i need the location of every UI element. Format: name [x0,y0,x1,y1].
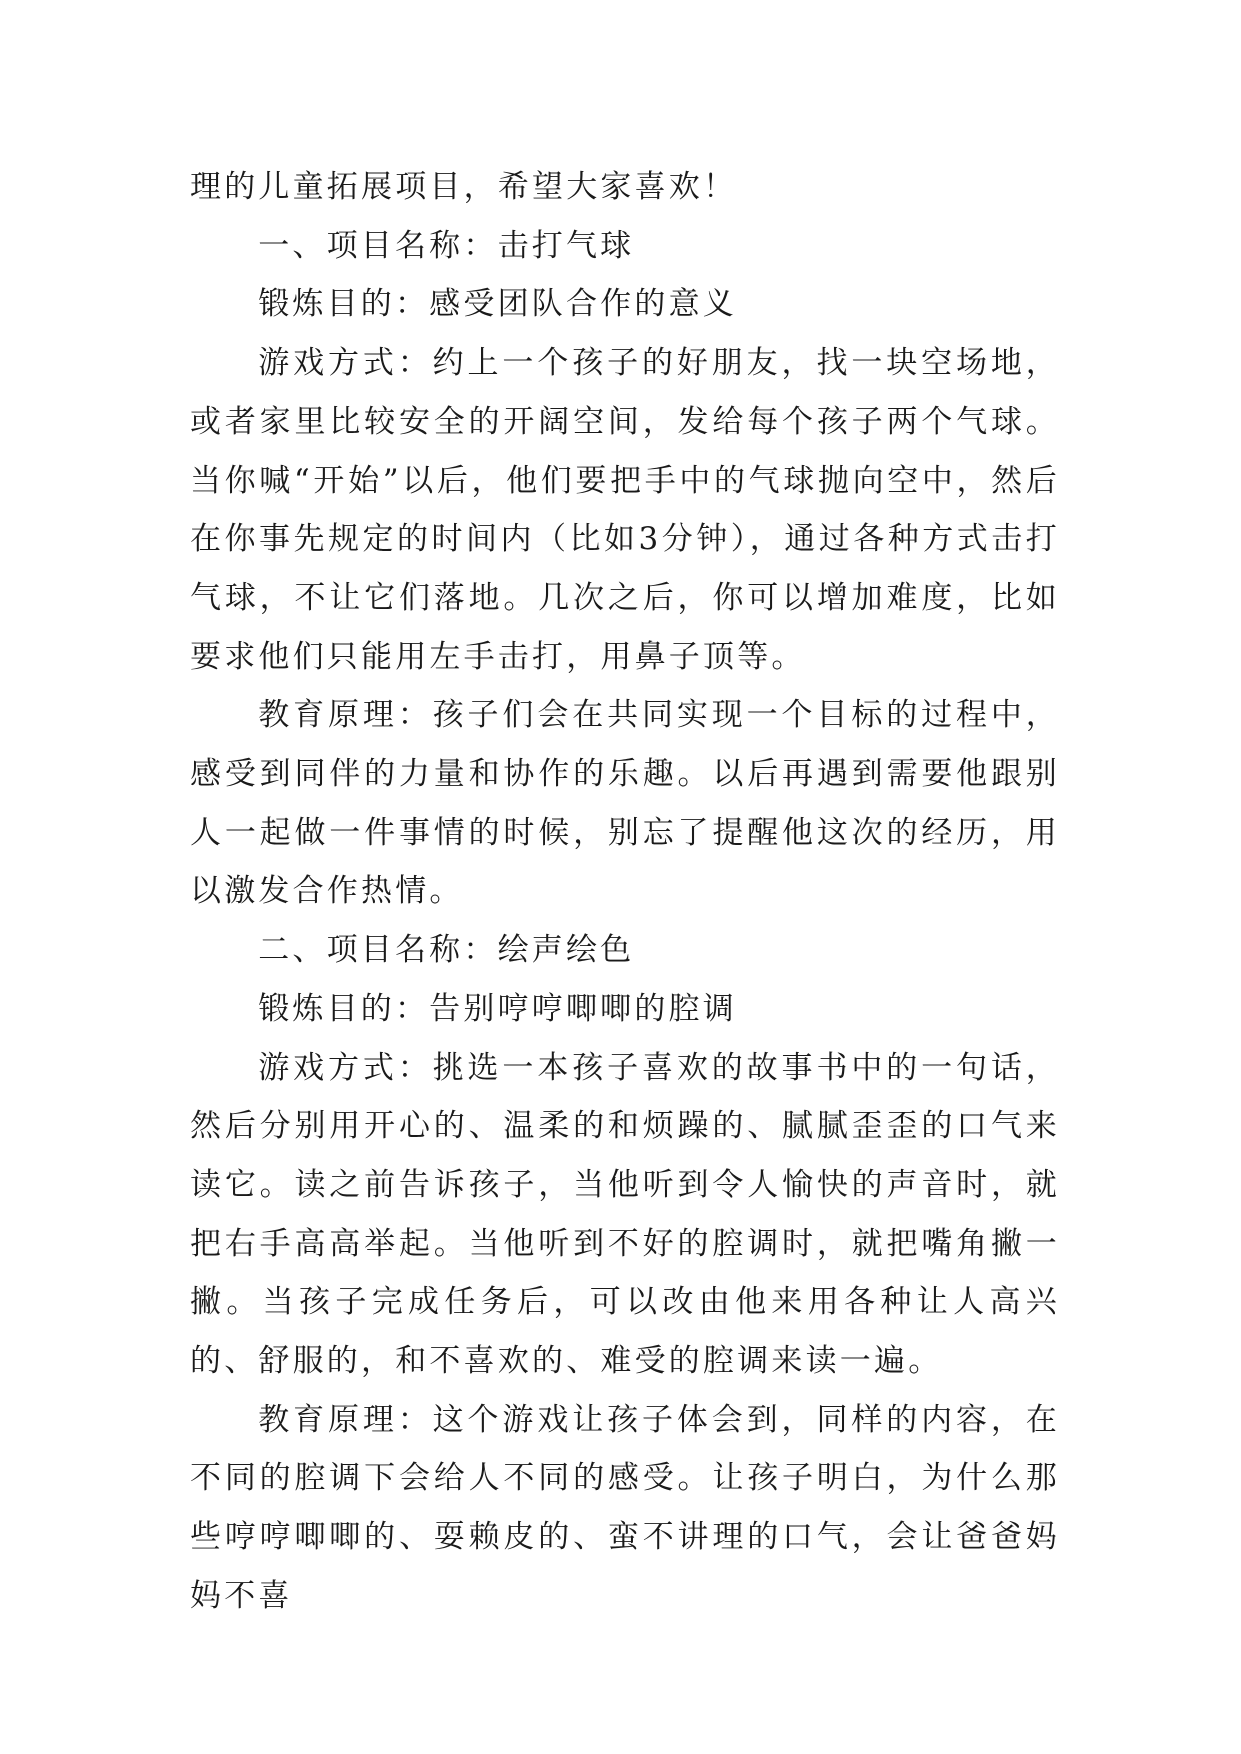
paragraph-purpose-2: 锻炼目的：告别哼哼唧唧的腔调 [258,990,737,1027]
paragraph-continuation: 理的儿童拓展项目，希望大家喜欢！ [190,169,738,205]
document-body [190,158,1060,1626]
paragraph-principle-1: 教育原理：孩子们会在共同实现一个目标的过程中，感受到同伴的力量和协作的乐趣。以后再遇到需要他跟别人一起做一件事情的时候，别忘了提醒他这次的经历，用以激发合作热情。 [190,697,1060,910]
paragraph-purpose-1: 锻炼目的：感受团队合作的意义 [258,286,737,323]
paragraph-method-1: 游戏方式：约上一个孩子的好朋友，找一块空场地，或者家里比较安全的开阔空间，发给每个孩子两个气球。当你喊“开始”以后，他们要把手中的气球抛向空中，然后在你事先规定的时间内（比如3分钟），通过各种方式击打气球，不让它们落地。几次之后，你可以增加难度，比如要求他们只能用左手击打，用鼻子顶等。 [190,345,1060,675]
section-heading-1: 一、项目名称：击打气球 [258,227,635,264]
paragraph-principle-2: 教育原理：这个游戏让孩子体会到，同样的内容，在不同的腔调下会给人不同的感受。让孩子明白，为什么那些哼哼唧唧的、耍赖皮的、蛮不讲理的口气，会让爸爸妈妈不喜 [190,1401,1060,1614]
section-heading-2: 二、项目名称：绘声绘色 [258,932,635,969]
paragraph-method-2: 游戏方式：挑选一本孩子喜欢的故事书中的一句话，然后分别用开心的、温柔的和烦躁的、腻腻歪歪的口气来读它。读之前告诉孩子，当他听到令人愉快的声音时，就把右手高高举起。当他听到不好的腔调时，就把嘴角撇一撇。当孩子完成任务后，可以改由他来用各种让人高兴的、舒服的，和不喜欢的、难受的腔调来读一遍。 [190,1049,1060,1380]
